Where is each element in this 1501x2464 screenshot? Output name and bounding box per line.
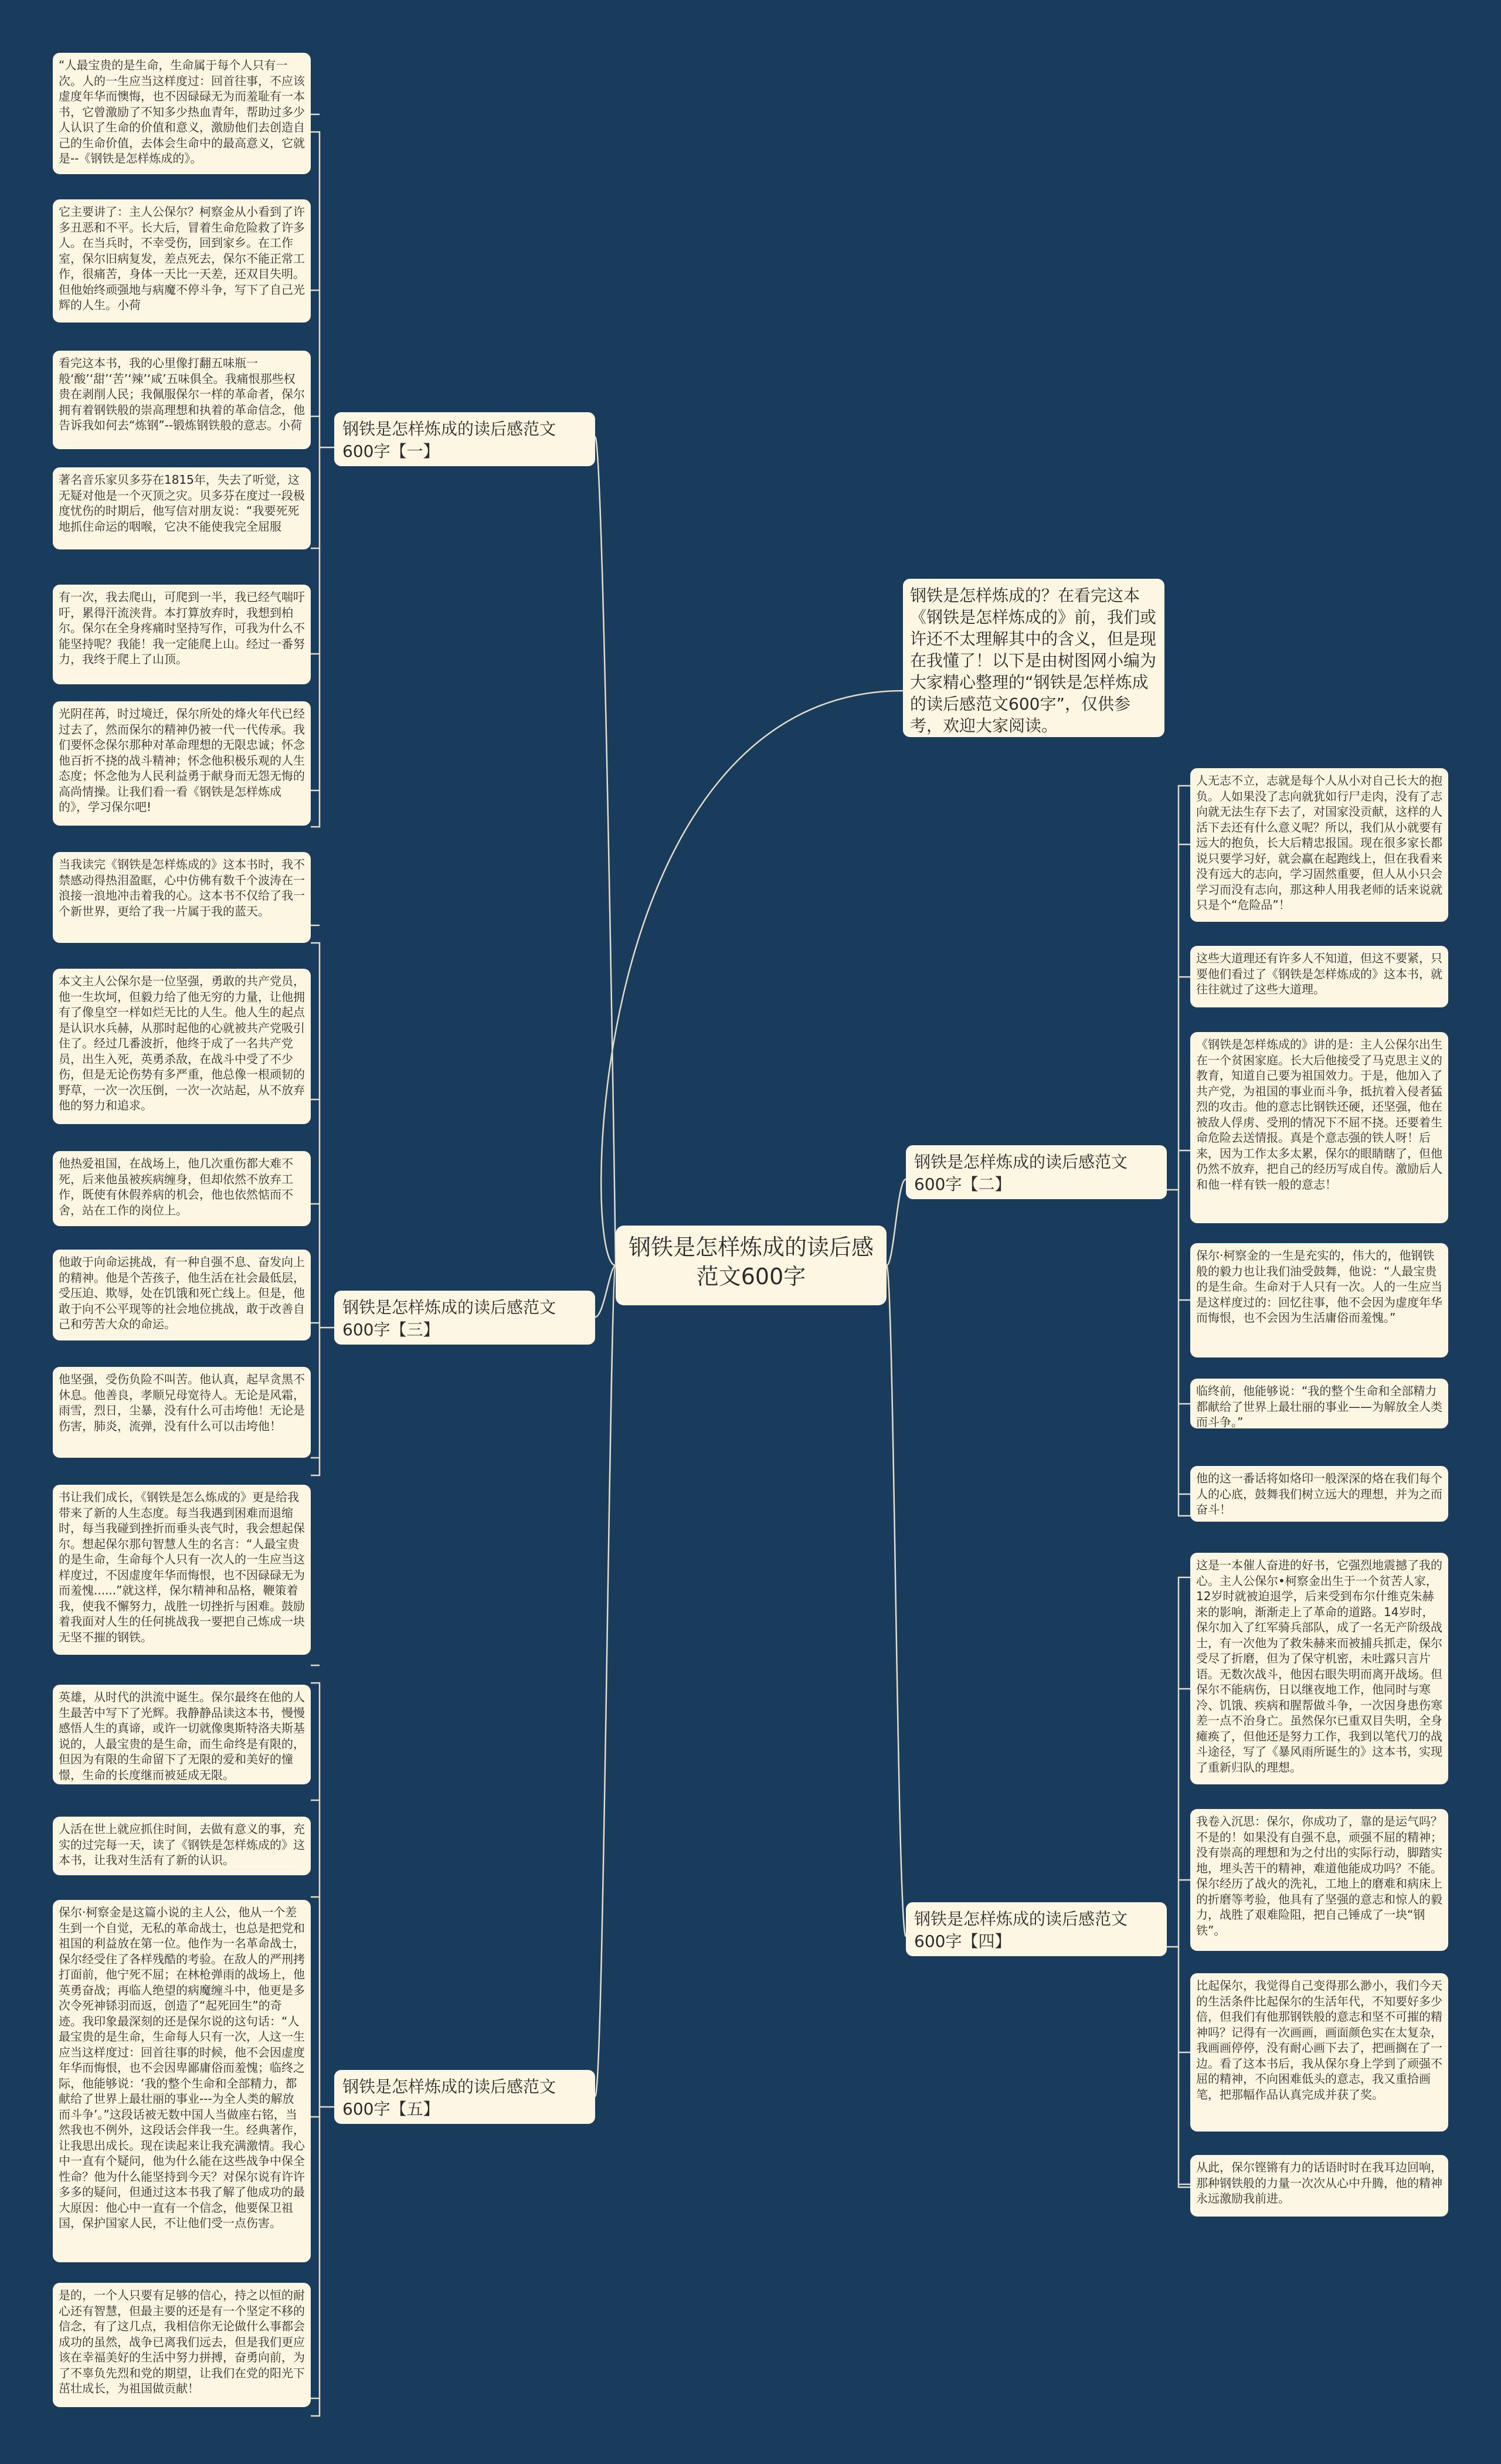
leaf-b1-1[interactable]: “人最宝贵的是生命，生命属于每个人只有一次。人的一生应当这样度过：回首往事，不应该虚度年华而懊悔，也不因碌碌无为而羞耻有一本书，它曾激励了不知多少热血青年，帮助过多少人认识了生命的价值和意义，激励他们去创造自己的生命价值，去体会生命中的最高意义，它就是--《钢铁是怎样炼成的》。 — [53, 53, 311, 174]
leaf-b2-1[interactable]: 人无志不立，志就是每个人从小对自己长大的抱负。人如果没了志向就犹如行尸走肉，没有了志向就无法生存下去了，对国家没贡献，这样的人活下去还有什么意义呢？所以，我们从小就要有远大的抱负，长大后精忠报国。现在很多家长都说只要学习好，就会赢在起跑线上，但在我看来没有远大的志向，学习固然重要，但人从小只会学习而没有志向，那这种人用我老师的话来说就只是个“危险品”！ — [1190, 768, 1448, 922]
leaf-b3-4[interactable]: 他敢于向命运挑战，有一种自强不息、奋发向上的精神。他是个苦孩子，他生活在社会最低层，受压迫、欺辱，处在饥饿和死亡线上。但是，他敢于向不公平现等的社会地位挑战，敢于改善自己和劳苦大众的命运。 — [53, 1250, 311, 1340]
leaf-b1-2[interactable]: 它主要讲了：主人公保尔？柯察金从小看到了许多丑恶和不平。长大后，冒着生命危险救了许多人。在当兵时，不幸受伤，回到家乡。在工作室，保尔旧病复发，差点死去，保尔不能正常工作，很痛苦，身体一天比一天差，还双目失明。但他始终顽强地与病魔不停斗争，写下了自己光辉的人生。小荷 — [53, 199, 311, 323]
branch-two[interactable]: 钢铁是怎样炼成的读后感范文600字【二】 — [906, 1145, 1167, 1199]
leaf-b3-3[interactable]: 他热爱祖国，在战场上，他几次重伤都大难不死，后来他虽被疾病缠身，但却依然不放弃工作，既使有休假养病的机会，他也依然惦而不舍，站在工作的岗位上。 — [53, 1151, 311, 1226]
link-root-b4 — [887, 1265, 906, 1936]
leaf-b1-5[interactable]: 有一次，我去爬山，可爬到一半，我已经气喘吁吁，累得汗流浃背。本打算放弃时，我想到柏尔。保尔在全身疼痛时坚持写作，可我为什么不能坚持呢？我能！我一定能爬上山。经过一番努力，我终于爬上了山顶。 — [53, 585, 311, 684]
link-root-b2 — [887, 1179, 906, 1265]
leaf-b1-6[interactable]: 光阴荏苒，时过境迁，保尔所处的烽火年代已经过去了，然而保尔的精神仍被一代一代传承。我们要怀念保尔那种对革命理想的无限忠诚；怀念他百折不挠的战斗精神；怀念他积极乐观的人生态度；怀念他为人民利益勇于献身而无怨无悔的高尚情操。让我们看一看《钢铁是怎样炼成的》，学习保尔吧! — [53, 701, 311, 826]
leaf-b5-4[interactable]: 保尔·柯察金是这篇小说的主人公，他从一个差生到一个自觉，无私的革命战士，也总是把党和祖国的利益放在第一位。他作为一名革命战士，保尔经受住了各样残酷的考验。在敌人的严刑拷打面前，他宁死不屈；在林枪弹雨的战场上，他英勇奋战；再临人绝望的病魔缠斗中，他更是多次令死神铩羽而返，创造了“起死回生”的奇迹。我印象最深刻的还是保尔说的这句话：“人最宝贵的是生命，生命每人只有一次，人这一生应当这样度过：回首往事的时候，他不会因虚度年华而悔恨，也不会因卑鄙庸俗而羞愧；临终之际，他能够说：‘我的整个生命和全部精力，都献给了世界上最壮丽的事业---为全人类的解放而斗争’。”这段话被无数中国人当做座右铭，当然我也不例外，这段话会伴我一生。经典著作，让我思出成长。现在读起来让我充满激情。我心中一直有个疑问，他为什么能在这些战争中保全性命？他为什么能坚持到今天？对保尔说有许许多多的疑问，但通过这本书我了解了他成功的最大原因：他心中一直有一个信念，他要保卫祖国，保护国家人民，不让他们受一点伤害。 — [53, 1900, 311, 2262]
intro-node[interactable]: 钢铁是怎样炼成的？在看完这本《钢铁是怎样炼成的》前，我们或许还不太理解其中的含义，但是现在我懂了！以下是由树图网小编为大家精心整理的“钢铁是怎样炼成的读后感范文600字”，仅供参考，欢迎大家阅读。 — [903, 579, 1164, 737]
leaf-b4-2[interactable]: 我卷入沉思：保尔，你成功了，靠的是运气吗？不是的！如果没有自强不息，顽强不屈的精神；没有崇高的理想和为之付出的实际行动，脚踏实地，埋头苦干的精神，难道他能成功吗？不能。保尔经历了战火的洗礼，工地上的磨难和病床上的折磨等考验，他具有了坚强的意志和惊人的毅力，战胜了艰难险阻，把自己锤成了一块“钢铁”。 — [1190, 1809, 1448, 1951]
leaf-b2-5[interactable]: 临终前，他能够说：“我的整个生命和全部精力都献给了世界上最壮丽的事业——为解放全人类而斗争。” — [1190, 1379, 1448, 1428]
leaf-b4-3[interactable]: 比起保尔，我觉得自己变得那么渺小，我们今天的生活条件比起保尔的生活年代，不知要好多少倍，但我们有他那钢铁般的意志和坚不可摧的精神吗？记得有一次画画，画面颜色实在太复杂，我画画停停，没有耐心画下去了，把画搁在了一边。看了这本书后，我从保尔身上学到了顽强不屈的精神，不向困难低头的意志，我又重拾画笔，把那幅作品认真完成并获了奖。 — [1190, 1973, 1448, 2132]
link-root-b1 — [595, 437, 616, 1265]
leaf-b5-1[interactable]: 书让我们成长，《钢铁是怎么炼成的》更是给我带来了新的人生态度。每当我遇到困难而退缩时，每当我碰到挫折而垂头丧气时，我会想起保尔。想起保尔那句智慧人生的名言：“人最宝贵的是生命，生命每个人只有一次人的一生应当这样度过，不因虚度年华而悔恨，也不因碌碌无为而羞愧......”就这样，保尔精神和品格，鞭策着我，使我不懈努力，战胜一切挫折与困难。鼓励着我面对人生的任何挑战我一要把自己炼成一块无坚不摧的钢铁。 — [53, 1485, 311, 1655]
leaf-b4-4[interactable]: 从此，保尔铿锵有力的话语时时在我耳边回响，那种钢铁般的力量一次次从心中升腾，他的精神永远激励我前进。 — [1190, 2155, 1448, 2217]
leaf-b5-3[interactable]: 人活在世上就应抓住时间，去做有意义的事，充实的过完每一天，读了《钢铁是怎样炼成的》这本书，让我对生活有了新的认识。 — [53, 1817, 311, 1875]
leaf-b2-4[interactable]: 保尔·柯察金的一生是充实的，伟大的，他钢铁般的毅力也让我们油受鼓舞，他说：“人最宝贵的是生命。生命对于人只有一次。人的一生应当是这样度过的：回忆往事，他不会因为虚度年华而悔恨，也不会因为生活庸俗而羞愧。” — [1190, 1243, 1448, 1357]
leaf-b5-5[interactable]: 是的，一个人只要有足够的信心，持之以恒的耐心还有智慧，但最主要的还是有一个坚定不移的信念，有了这几点，我相信你无论做什么事都会成功的虽然，战争已离我们远去，但是我们更应该在幸福美好的生活中努力拼搏，奋勇向前，为了不辜负先烈和党的期望，让我们在党的阳光下茁壮成长，为祖国做贡献！ — [53, 2283, 311, 2407]
branch-three[interactable]: 钢铁是怎样炼成的读后感范文600字【三】 — [334, 1291, 595, 1345]
leaf-b2-2[interactable]: 这些大道理还有许多人不知道，但这不要紧，只要他们看过了《钢铁是怎样炼成的》这本书，就往往就过了这些大道理。 — [1190, 946, 1448, 1007]
leaf-b2-6[interactable]: 他的这一番话将如烙印一般深深的烙在我们每个人的心底，鼓舞我们树立远大的理想，并为之而奋斗！ — [1190, 1466, 1448, 1522]
leaf-b4-1[interactable]: 这是一本催人奋进的好书，它强烈地震撼了我的心。主人公保尔•柯察金出生于一个贫苦人家，12岁时就被迫退学，后来受到布尔什维克朱赫来的影响，渐渐走上了革命的道路。14岁时，保尔加入了红军骑兵部队，成了一名无产阶级战士，有一次他为了救朱赫来而被捕兵抓走，保尔受尽了折磨，但为了保守机密，未吐露只言片语。无数次战斗，他因右眼失明而离开战场。但保尔不能病伤，日以继夜地工作，他同时与寒冷、饥饿、疾病和腥帮做斗争，一次因身患伤寒差一点不治身亡。虽然保尔已重双目失明，全身瘫痪了，但他还是努力工作，我到以笔代刀的战斗途径，写了《暴风雨所诞生的》这本书，实现了重新归队的理想。 — [1190, 1553, 1448, 1784]
leaf-b1-3[interactable]: 看完这本书，我的心里像打翻五味瓶一般‘酸’‘甜’‘苦’‘辣’‘咸’五味俱全。我痛恨那些权贵在剥削人民；我佩服保尔一样的革命者，保尔拥有着钢铁般的崇高理想和执着的革命信念，他告诉我如何去“炼钢”--锻炼钢铁般的意志。小荷 — [53, 351, 311, 449]
leaf-b3-5[interactable]: 他坚强，受伤负险不叫苦。他认真，起早贪黑不休息。他善良，孝顺兄母宽待人。无论是风霜，雨雪，烈日，尘暴，没有什么可击垮他！无论是伤害，肺炎，流弹，没有什么可以击垮他！ — [53, 1367, 311, 1458]
leaf-b2-3[interactable]: 《钢铁是怎样炼成的》讲的是：主人公保尔出生在一个贫困家庭。长大后他接受了马克思主义的教育，知道自己要为祖国效力。于是，他加入了共产党，为祖国的事业而斗争，抵抗着入侵者猛烈的攻击。他的意志比钢铁还硬，还坚强，他在被敌人俘虏、受刑的情况下不屈不挠。还要着生命危险去送情报。真是个意志强的铁人呀！后来，因为工作太多太累，保尔的眼睛瞎了，但他仍然不放弃，把自己的经历写成自传。激励后人和他一样有铁一般的意志！ — [1190, 1032, 1448, 1223]
leaf-b1-4[interactable]: 著名音乐家贝多芬在1815年，失去了听觉，这无疑对他是一个灭顶之灾。贝多芬在度过一段极度忧伤的时期后，他写信对朋友说：“我要死死地抓住命运的咽喉，它决不能使我完全屈服 — [53, 467, 311, 549]
branch-four[interactable]: 钢铁是怎样炼成的读后感范文600字【四】 — [906, 1902, 1167, 1956]
root-topic[interactable]: 钢铁是怎样炼成的读后感范文600字 — [616, 1226, 887, 1305]
branch-five[interactable]: 钢铁是怎样炼成的读后感范文600字【五】 — [334, 2070, 595, 2124]
branch-one[interactable]: 钢铁是怎样炼成的读后感范文600字【一】 — [334, 412, 595, 466]
leaf-b3-1[interactable]: 当我读完《钢铁是怎样炼成的》这本书时，我不禁感动得热泪盈眶，心中仿佛有数千个波涛在一浪接一浪地冲击着我的心。这本书不仅给了我一个新世界，更给了我一片属于我的蓝天。 — [53, 852, 311, 943]
link-root-intro — [601, 691, 903, 1265]
link-root-b5 — [595, 1265, 616, 2096]
leaf-b3-2[interactable]: 本文主人公保尔是一位坚强，勇敢的共产党员，他一生坎坷，但毅力给了他无穷的力量，让他拥有了像皇空一样如烂无比的人生。他人生的起点是认识水兵赫，从那时起他的心就被共产党吸引住了。经过几番波折，他终于成了一名共产党员，出生入死，英勇杀敌，在战斗中受了不少伤，但是无论伤势有多严重，他总像一根顽韧的野草，一次一次压倒，一次一次站起，从不放弃他的努力和追求。 — [53, 969, 311, 1124]
leaf-b5-2[interactable]: 英雄，从时代的洪流中诞生。保尔最终在他的人生最苦中写下了光辉。我静静品读这本书，慢慢感悟人生的真谛，或许一切就像奥斯特洛夫斯基说的，人最宝贵的是生命，而生命终是有限的，但因为有限的生命留下了无限的爱和美好的憧憬，生命的长度继而被延成无限。 — [53, 1685, 311, 1784]
